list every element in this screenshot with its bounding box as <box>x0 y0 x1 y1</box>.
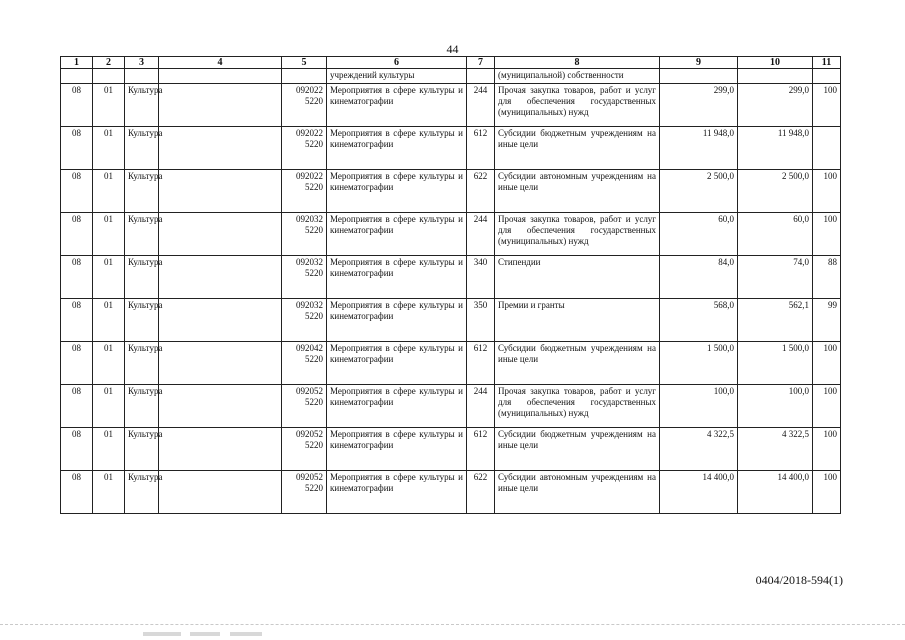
table-row <box>61 385 841 428</box>
column-header: 5 <box>282 57 327 69</box>
expense-name: Субсидии автономным учреждениям на иные цели <box>495 471 660 514</box>
section-name: Культура <box>125 471 159 514</box>
column-header: 10 <box>738 57 813 69</box>
column-header: 6 <box>327 57 467 69</box>
column-header: 1 <box>61 57 93 69</box>
planned-amount: 100,0 <box>660 385 738 428</box>
executed-amount: 1 500,0 <box>738 342 813 385</box>
planned-amount: 14 400,0 <box>660 471 738 514</box>
section-name: Культура <box>125 170 159 213</box>
subsection-code: 01 <box>93 256 125 299</box>
execution-percent: 100 <box>813 170 841 213</box>
expense-type-code: 612 <box>467 342 495 385</box>
target-code: 092052 5220 <box>282 471 327 514</box>
table-row <box>61 213 841 256</box>
expense-type-code: 622 <box>467 471 495 514</box>
expense-type-code: 244 <box>467 213 495 256</box>
section-code: 08 <box>61 342 93 385</box>
target-code: 092052 5220 <box>282 385 327 428</box>
section-code: 08 <box>61 127 93 170</box>
planned-amount: 4 322,5 <box>660 428 738 471</box>
expense-name: Прочая закупка товаров, работ и услуг для обеспечения государственных (муниципальных) нужд <box>495 213 660 256</box>
target-code: 092022 5220 <box>282 84 327 127</box>
column-header: 11 <box>813 57 841 69</box>
planned-amount: 2 500,0 <box>660 170 738 213</box>
expense-type-code: 612 <box>467 428 495 471</box>
empty-cell <box>159 471 282 514</box>
continuation-expense: (муниципальной) собственности <box>495 69 660 84</box>
column-header: 9 <box>660 57 738 69</box>
execution-percent: 100 <box>813 342 841 385</box>
event-name: Мероприятия в сфере культуры и кинематографии <box>327 256 467 299</box>
executed-amount: 562,1 <box>738 299 813 342</box>
subsection-code: 01 <box>93 84 125 127</box>
column-header: 7 <box>467 57 495 69</box>
planned-amount: 60,0 <box>660 213 738 256</box>
event-name: Мероприятия в сфере культуры и кинематографии <box>327 84 467 127</box>
section-code: 08 <box>61 256 93 299</box>
event-name: Мероприятия в сфере культуры и кинематографии <box>327 385 467 428</box>
section-name: Культура <box>125 84 159 127</box>
expense-name: Стипендии <box>495 256 660 299</box>
expense-name: Прочая закупка товаров, работ и услуг для обеспечения государственных (муниципальных) нужд <box>495 84 660 127</box>
executed-amount: 14 400,0 <box>738 471 813 514</box>
table-row <box>61 342 841 385</box>
page-number: 44 <box>446 42 459 56</box>
subsection-code: 01 <box>93 213 125 256</box>
event-name: Мероприятия в сфере культуры и кинематографии <box>327 170 467 213</box>
empty-cell <box>159 170 282 213</box>
table-row <box>61 127 841 170</box>
empty-cell <box>159 213 282 256</box>
executed-amount: 74,0 <box>738 256 813 299</box>
target-code: 092022 5220 <box>282 170 327 213</box>
event-name: Мероприятия в сфере культуры и кинематографии <box>327 127 467 170</box>
expense-name: Субсидии бюджетным учреждениям на иные цели <box>495 342 660 385</box>
expense-name: Субсидии автономным учреждениям на иные цели <box>495 170 660 213</box>
target-code: 092042 5220 <box>282 342 327 385</box>
empty-cell <box>159 256 282 299</box>
executed-amount: 2 500,0 <box>738 170 813 213</box>
empty-cell <box>159 385 282 428</box>
expense-type-code: 350 <box>467 299 495 342</box>
empty-cell <box>159 342 282 385</box>
planned-amount: 299,0 <box>660 84 738 127</box>
table-row <box>61 84 841 127</box>
execution-percent: 88 <box>813 256 841 299</box>
subsection-code: 01 <box>93 127 125 170</box>
executed-amount: 4 322,5 <box>738 428 813 471</box>
column-header: 3 <box>125 57 159 69</box>
scan-edge-line <box>0 624 905 625</box>
section-name: Культура <box>125 342 159 385</box>
event-name: Мероприятия в сфере культуры и кинематографии <box>327 299 467 342</box>
target-code: 092032 5220 <box>282 213 327 256</box>
document-code: 0404/2018-594(1) <box>755 573 843 587</box>
section-code: 08 <box>61 428 93 471</box>
expense-name: Субсидии бюджетным учреждениям на иные цели <box>495 428 660 471</box>
empty-cell <box>159 84 282 127</box>
executed-amount: 299,0 <box>738 84 813 127</box>
expense-name: Прочая закупка товаров, работ и услуг для обеспечения государственных (муниципальных) нужд <box>495 385 660 428</box>
header-row <box>61 57 841 69</box>
execution-percent: 100 <box>813 428 841 471</box>
execution-percent: 100 <box>813 385 841 428</box>
expense-name: Премии и гранты <box>495 299 660 342</box>
continuation-row <box>61 69 841 84</box>
budget-table <box>60 56 841 514</box>
execution-percent: 100 <box>813 213 841 256</box>
execution-percent <box>813 127 841 170</box>
subsection-code: 01 <box>93 385 125 428</box>
event-name: Мероприятия в сфере культуры и кинематографии <box>327 342 467 385</box>
section-name: Культура <box>125 385 159 428</box>
table-row <box>61 256 841 299</box>
table-row <box>61 428 841 471</box>
execution-percent: 99 <box>813 299 841 342</box>
subsection-code: 01 <box>93 342 125 385</box>
execution-percent: 100 <box>813 84 841 127</box>
event-name: Мероприятия в сфере культуры и кинематографии <box>327 213 467 256</box>
subsection-code: 01 <box>93 428 125 471</box>
executed-amount: 100,0 <box>738 385 813 428</box>
table-row <box>61 170 841 213</box>
expense-type-code: 622 <box>467 170 495 213</box>
target-code: 092032 5220 <box>282 256 327 299</box>
column-header: 4 <box>159 57 282 69</box>
executed-amount: 60,0 <box>738 213 813 256</box>
section-code: 08 <box>61 213 93 256</box>
target-code: 092052 5220 <box>282 428 327 471</box>
subsection-code: 01 <box>93 170 125 213</box>
empty-cell <box>159 299 282 342</box>
scan-mark <box>190 632 220 636</box>
execution-percent: 100 <box>813 471 841 514</box>
target-code: 092022 5220 <box>282 127 327 170</box>
expense-type-code: 612 <box>467 127 495 170</box>
section-name: Культура <box>125 428 159 471</box>
subsection-code: 01 <box>93 299 125 342</box>
section-name: Культура <box>125 127 159 170</box>
section-name: Культура <box>125 256 159 299</box>
table-row <box>61 471 841 514</box>
section-code: 08 <box>61 170 93 213</box>
expense-type-code: 340 <box>467 256 495 299</box>
section-name: Культура <box>125 213 159 256</box>
planned-amount: 568,0 <box>660 299 738 342</box>
expense-type-code: 244 <box>467 385 495 428</box>
expense-type-code: 244 <box>467 84 495 127</box>
planned-amount: 1 500,0 <box>660 342 738 385</box>
table-row <box>61 299 841 342</box>
continuation-event: учреждений культуры <box>327 69 467 84</box>
event-name: Мероприятия в сфере культуры и кинематографии <box>327 428 467 471</box>
column-header: 8 <box>495 57 660 69</box>
empty-cell <box>159 428 282 471</box>
target-code: 092032 5220 <box>282 299 327 342</box>
expense-name: Субсидии бюджетным учреждениям на иные цели <box>495 127 660 170</box>
planned-amount: 11 948,0 <box>660 127 738 170</box>
subsection-code: 01 <box>93 471 125 514</box>
scan-mark <box>230 632 262 636</box>
section-name: Культура <box>125 299 159 342</box>
event-name: Мероприятия в сфере культуры и кинематографии <box>327 471 467 514</box>
section-code: 08 <box>61 84 93 127</box>
scan-mark <box>143 632 181 636</box>
planned-amount: 84,0 <box>660 256 738 299</box>
executed-amount: 11 948,0 <box>738 127 813 170</box>
section-code: 08 <box>61 385 93 428</box>
section-code: 08 <box>61 299 93 342</box>
section-code: 08 <box>61 471 93 514</box>
column-header: 2 <box>93 57 125 69</box>
empty-cell <box>159 127 282 170</box>
